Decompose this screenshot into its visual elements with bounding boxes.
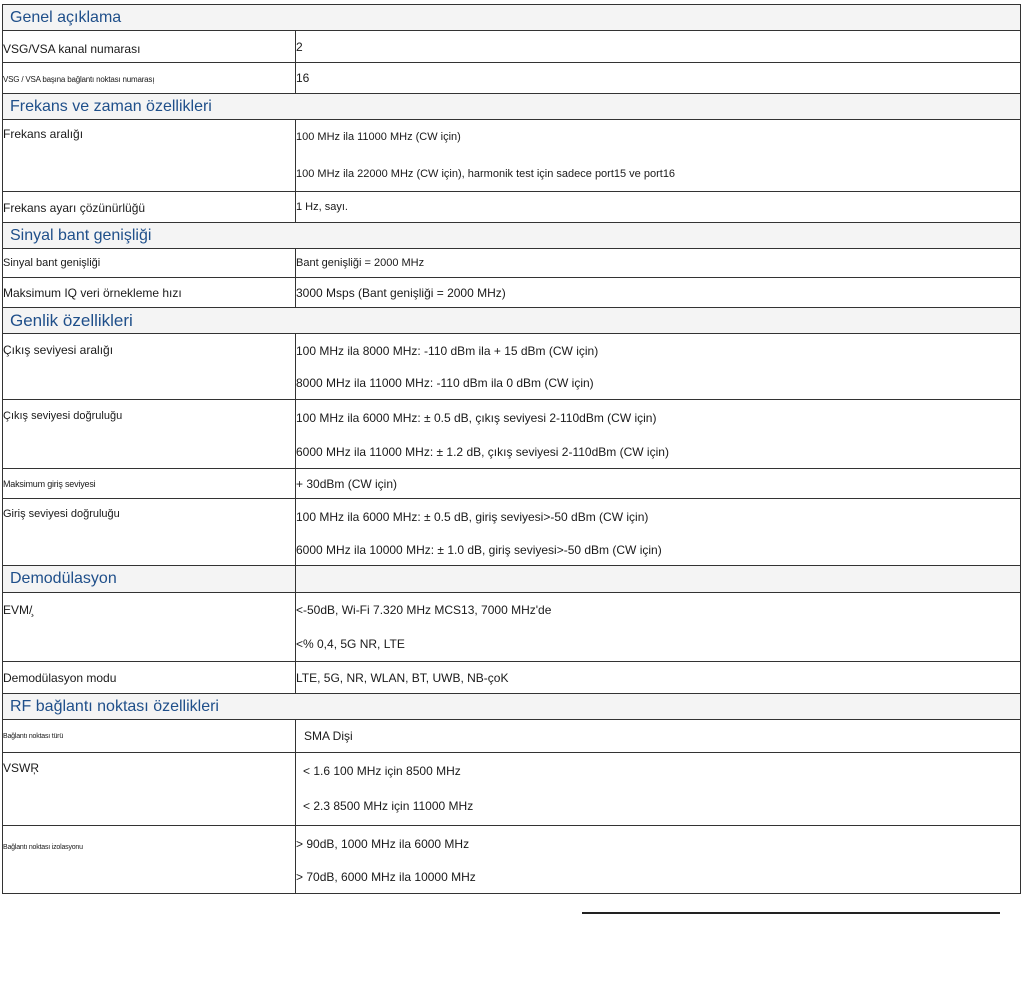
row-freq-res bbox=[3, 192, 1021, 223]
value-vswr-2: < 2.3 8500 MHz için 11000 MHz bbox=[303, 799, 474, 813]
value-iq: 3000 Msps (Bant genişliği = 2000 MHz) bbox=[296, 285, 506, 300]
label-evm: EVM/̧ bbox=[3, 603, 33, 617]
section-title-amplitude: Genlik özellikleri bbox=[10, 310, 133, 330]
section-freq bbox=[3, 94, 1021, 120]
section-title-freq: Frekans ve zaman özellikleri bbox=[10, 97, 212, 115]
row-demod-mode bbox=[3, 662, 1021, 694]
label-freq-res: Frekans ayarı çözünürlüğü bbox=[3, 201, 146, 215]
label-demod-mode: Demodülasyon modu bbox=[3, 670, 117, 685]
label-in-acc: Giriş seviyesi doğruluğu bbox=[3, 508, 120, 520]
value-out-range-2: 8000 MHz ila 11000 MHz: -110 dBm ila 0 dBm (CW için) bbox=[296, 376, 594, 390]
row-port-type bbox=[3, 720, 1021, 753]
value-channels: 2 bbox=[296, 39, 303, 54]
section-rf bbox=[3, 694, 1021, 720]
label-max-in: Maksimum giriş seviyesi bbox=[3, 478, 96, 489]
section-bandwidth bbox=[3, 223, 1021, 249]
value-isolation-1: > 90dB, 1000 MHz ila 6000 MHz bbox=[296, 837, 470, 851]
row-channels bbox=[3, 31, 1021, 63]
label-out-range: Çıkış seviyesi aralığı bbox=[3, 343, 114, 357]
label-freq-range: Frekans aralığı bbox=[3, 127, 84, 141]
label-out-acc: Çıkış seviyesi doğruluğu bbox=[3, 410, 123, 422]
section-title-general: Genel açıklama bbox=[10, 8, 122, 26]
value-evm-2: <% 0,4, 5G NR, LTE bbox=[296, 637, 405, 651]
value-out-acc-1: 100 MHz ila 6000 MHz: ± 0.5 dB, çıkış seviyesi 2-110dBm (CW için) bbox=[296, 411, 657, 425]
value-out-range-1: 100 MHz ila 8000 MHz: -110 dBm ila + 15 dBm (CW için) bbox=[296, 344, 599, 358]
value-max-in: + 30dBm (CW için) bbox=[296, 476, 398, 491]
value-evm-1: <-50dB, Wi-Fi 7.320 MHz MCS13, 7000 MHz'de bbox=[296, 603, 552, 617]
value-in-acc-2: 6000 MHz ila 10000 MHz: ± 1.0 dB, giriş seviyesi>-50 dBm (CW için) bbox=[296, 543, 662, 557]
row-bw bbox=[3, 249, 1021, 278]
value-in-acc-1: 100 MHz ila 6000 MHz: ± 0.5 dB, giriş seviyesi>-50 dBm (CW için) bbox=[296, 510, 649, 524]
section-amplitude bbox=[3, 308, 1021, 334]
row-freq-range bbox=[3, 120, 1021, 192]
section-general bbox=[3, 5, 1021, 31]
label-bw: Sinyal bant genişliği bbox=[3, 257, 101, 269]
label-port-type: Bağlantı noktası türü bbox=[3, 732, 64, 740]
section-title-bandwidth: Sinyal bant genişliği bbox=[10, 226, 152, 244]
row-vswr bbox=[3, 753, 1021, 826]
row-out-acc bbox=[3, 400, 1021, 469]
row-in-acc bbox=[3, 499, 1021, 566]
row-isolation bbox=[3, 826, 1021, 894]
value-vswr-1: < 1.6 100 MHz için 8500 MHz bbox=[303, 764, 461, 778]
value-freq-range-1: 100 MHz ila 11000 MHz (CW için) bbox=[296, 131, 461, 143]
label-isolation: Bağlantı noktası izolasyonu bbox=[3, 844, 83, 851]
row-evm bbox=[3, 593, 1021, 662]
horizontal-rule bbox=[582, 912, 1000, 914]
label-channels: VSG/VSA kanal numarası bbox=[3, 41, 141, 56]
spec-table bbox=[2, 4, 1021, 894]
label-vswr: VSWR̦ bbox=[3, 761, 39, 775]
value-port-type: SMA Dişi bbox=[304, 729, 353, 743]
value-isolation-2: > 70dB, 6000 MHz ila 10000 MHz bbox=[296, 870, 476, 884]
value-bw: Bant genişliği = 2000 MHz bbox=[296, 257, 425, 269]
section-title-demod: Demodülasyon bbox=[10, 570, 117, 587]
row-iq bbox=[3, 278, 1021, 308]
value-freq-res: 1 Hz, sayı. bbox=[296, 201, 348, 213]
row-ports bbox=[3, 63, 1021, 94]
section-title-rf: RF bağlantı noktası özellikleri bbox=[10, 697, 219, 715]
value-ports: 16 bbox=[296, 71, 310, 85]
section-demod bbox=[3, 566, 1021, 593]
value-out-acc-2: 6000 MHz ila 11000 MHz: ± 1.2 dB, çıkış seviyesi 2-110dBm (CW için) bbox=[296, 445, 669, 459]
label-ports: VSG / VSA başına bağlantı noktası numarası̦ bbox=[3, 75, 155, 84]
row-out-range bbox=[3, 334, 1021, 400]
label-iq: Maksimum IQ veri örnekleme hızı bbox=[3, 285, 182, 300]
value-freq-range-2: 100 MHz ila 22000 MHz (CW için), harmonik test için sadece port15 ve port16 bbox=[296, 168, 676, 180]
value-demod-mode: LTE, 5G, NR, WLAN, BT, UWB, NB-çoK bbox=[296, 670, 509, 685]
row-max-in bbox=[3, 469, 1021, 499]
